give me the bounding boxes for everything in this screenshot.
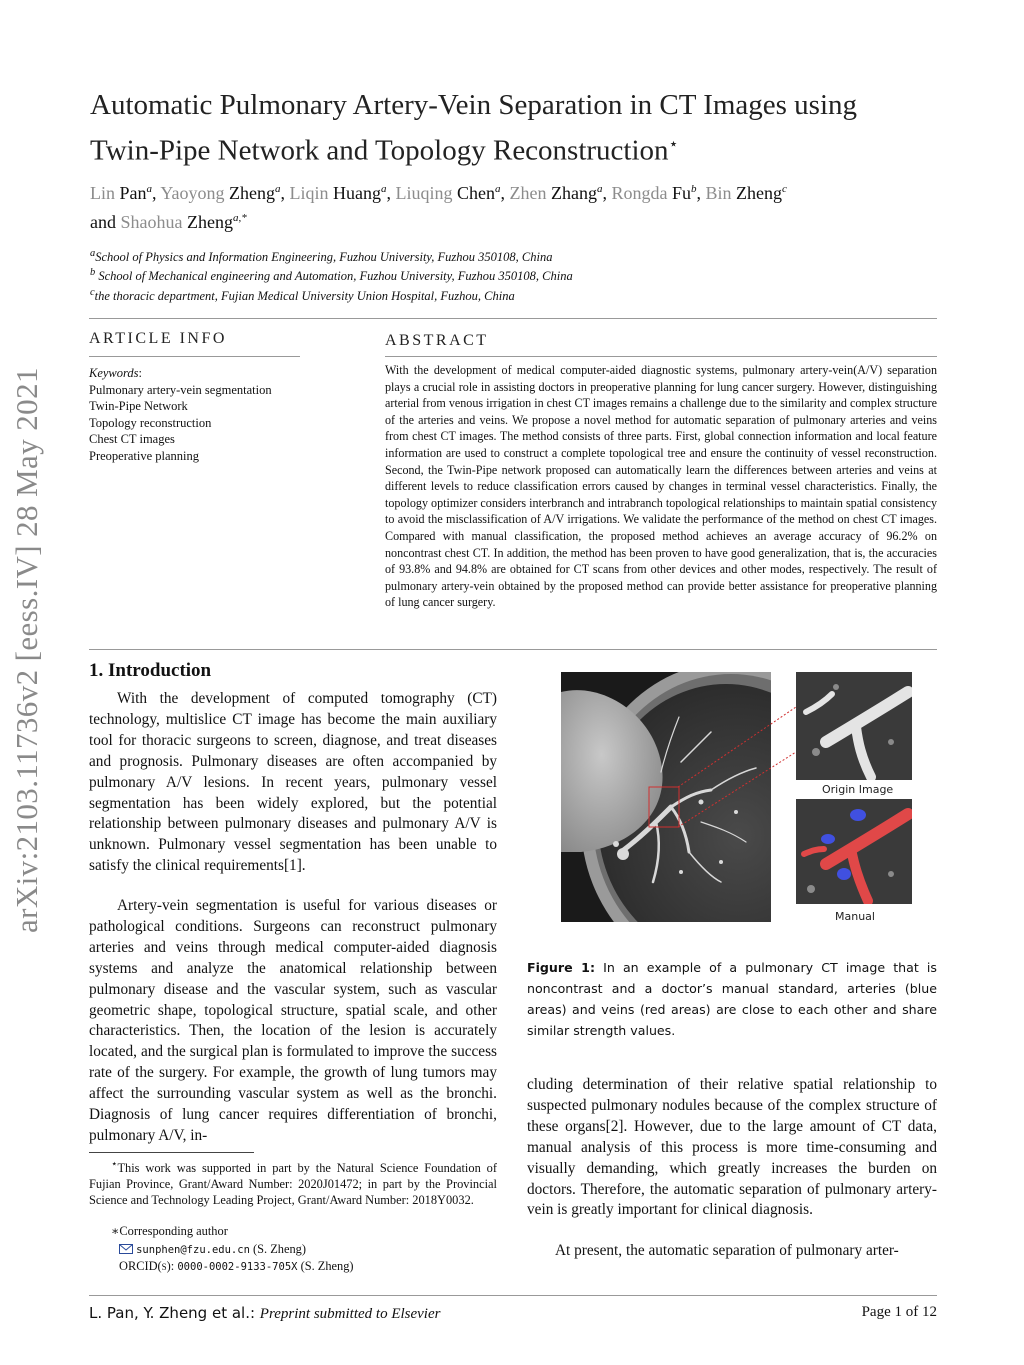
affiliation-a: $^a$School of Physics and Information Engineering, Fuzhou University, Fuzhou 350108, China <box>90 248 553 265</box>
intro-paragraph-2-continued: cluding determination of their relative spatial relationship to suspected pulmonary nodules because of the complex structure of these organs[2]. However, due to the large amount of CT data, manual analysis of this process is more time-consuming and visually demanding, which greatly increases the burden on doctors. Therefore, the automatic separation of pulmonary artery-vein is greatly important for clinical diagnosis. <box>527 1076 937 1219</box>
abstract-text: With the development of medical computer-aided diagnostic systems, pulmonary artery-vein(A/V) separation plays a crucial role in assisting doctors in preoperative planning for lung cancer surgery. However, distinguishing arterial from venous irrigation in chest CT images remains a challenge due to the similarity and complex structure of the arteries and veins. We propose a novel method for automatic separation of pulmonary arteries and veins from chest CT images. The method consists of three parts. First, global connection information and local feature information are used to construct a complete topological tree and ensure the continuity of vessel reconstruction. Second, the Twin-Pipe network proposed can automatically learn the differences between arteries and veins at different levels to reduce classification errors caused by changes in terminal vessel characteristics. Finally, the topology optimizer considers interbranch and intrabranch topological relationships to maintain spatial consistency to avoid the misclassification of A/V irrigations. We validate the performance of the method on chest CT images. Compared with manual classification, the proposed method achieves an average accuracy of 96.2% on noncontrast chest CT. In addition, the method has been proven to have good generalization, that is, the accuracies of 93.8% and 94.8% are obtained for CT scans from other devices and other modes, respectively. The result of pulmonary artery-vein obtained by the proposed method can provide better assistance for preoperative planning of lung cancer surgery. <box>385 363 937 610</box>
author-4: Liuqing Chen$^a$, <box>395 183 510 203</box>
email-icon <box>119 1244 133 1254</box>
keyword-item: Chest CT images <box>89 432 175 447</box>
origin-zoom-image <box>796 672 912 780</box>
title-line-2: Twin-Pipe Network and Topology Reconstruction <box>90 134 669 167</box>
keywords-block: Keywords: Pulmonary artery-vein segmentation Twin-Pipe Network Topology reconstruction Chest CT images Preoperative planning <box>89 365 309 465</box>
page-number: Page 1 of 12 <box>861 1304 937 1320</box>
paper-title <box>90 86 950 171</box>
email-line: sunphen@fzu.edu.cn (S. Zheng) <box>119 1241 306 1258</box>
manual-image-panel <box>796 799 912 904</box>
keyword-item: Preoperative planning <box>89 448 200 463</box>
author-5: Zhen Zhang$^a$, <box>509 183 612 203</box>
intro-paragraph-3: At present, the automatic separation of pulmonary arter- <box>555 1242 899 1259</box>
title-line-1: Automatic Pulmonary Artery-Vein Separation in CT Images using <box>90 89 858 121</box>
origin-image-label: Origin Image <box>822 783 894 796</box>
affiliation-b: $^b$ School of Mechanical engineering and Automation, Fuzhou University, Fuzhou 350108, China <box>90 267 573 284</box>
keyword-item: Topology reconstruction <box>89 415 212 430</box>
abstract-bottom-divider <box>89 649 937 650</box>
header-divider <box>89 318 937 319</box>
abstract-divider <box>385 356 937 357</box>
footer-running-head: L. Pan, Y. Zheng et al.: Preprint submitted to Elsevier <box>89 1304 441 1322</box>
funding-footnote: ⋆This work was supported in part by the Natural Science Foundation of Fujian Province, Grant/Award Number: 2020J01472; in part by the Provincial Science and Technology Leading Project, Grant/Award Number: 2018Y0032. <box>89 1159 497 1208</box>
corresponding-author-note: ∗Corresponding author <box>111 1224 228 1238</box>
arxiv-sidebar-id: arXiv:2103.11736v2 [eess.IV] 28 May 2021 <box>9 367 44 933</box>
manual-zoom-image <box>796 799 912 904</box>
author-8: and Shaohua Zheng$^{a,*}$ <box>90 212 247 232</box>
origin-image-panel <box>796 672 912 780</box>
keywords-label: Keywords <box>89 366 139 380</box>
article-info-heading: ARTICLE INFO <box>89 330 227 347</box>
abstract-heading: ABSTRACT <box>385 332 489 349</box>
keyword-item: Twin-Pipe Network <box>89 399 188 414</box>
figure-caption-label: Figure 1: <box>527 960 595 975</box>
figure-1-caption: Figure 1: In an example of a pulmonary CT image that is noncontrast and a doctor’s manual standard, arteries (blue areas) and veins (red areas) are close to each other and share similar strength values. <box>527 960 937 1038</box>
affiliation-c: $^c$the thoracic department, Fujian Medical University Union Hospital, Fuzhou, China <box>90 287 515 304</box>
section-heading-introduction: 1. Introduction <box>89 660 212 681</box>
title-footnote-mark[interactable]: ⋆ <box>668 136 679 153</box>
author-3: Liqin Huang$^a$, <box>289 183 396 203</box>
manual-image-label: Manual <box>835 910 875 923</box>
intro-paragraph-2: Artery-vein segmentation is useful for various diseases or pathological conditions. Surgeons can reconstruct pulmonary arteries and veins through medical computer-aided diagnosis systems and analyze the anatomical relationship between pulmonary disease and the vascular system, such as vascular geometric shape, topological structure, spatial scale, and other characteristics. Then, the location of the lesion is accurately located, and the surgical plan is formulated to improve the success rate of the surgery. For example, the growth of lung tumors may affect the surrounding vascular system as well as the bronchi. Diagnosis of lung cancer requires differentiation of bronchi, pulmonary A/V, in- <box>89 897 497 1144</box>
intro-paragraph-1: With the development of computed tomography (CT) technology, multislice CT image has become the main auxiliary tool for thoracic surgeons to screen, diagnose, and treat diseases and prognosis. Pulmonary diseases are often accompanied by pulmonary A/V lesions. In recent years, pulmonary vessel segmentation has been widely explored, but the potential relationship between pulmonary diseases and pulmonary A/V is unknown. Pulmonary vessel segmentation has been unable to satisfy the clinical requirements[1]. <box>89 690 497 875</box>
article-info-divider <box>89 356 300 357</box>
orcid-line: ORCID(s): 0000-0002-9133-705X (S. Zheng) <box>119 1259 354 1273</box>
email-address[interactable]: sunphen@fzu.edu.cn <box>136 1244 250 1256</box>
author-2: Yaoyong Zheng$^a$, <box>160 183 290 203</box>
orcid-id[interactable]: 0000-0002-9133-705X <box>177 1261 298 1273</box>
author-6: Rongda Fu$^b$, <box>611 183 706 203</box>
author-1: Lin Pan$^a$, <box>90 183 161 203</box>
author-7: Bin Zheng$^c$ <box>705 183 787 203</box>
leader-lines <box>640 672 810 922</box>
author-list <box>90 177 950 235</box>
keyword-item: Pulmonary artery-vein segmentation <box>89 382 272 397</box>
footnote-divider <box>89 1152 254 1153</box>
footer-divider <box>89 1295 937 1296</box>
